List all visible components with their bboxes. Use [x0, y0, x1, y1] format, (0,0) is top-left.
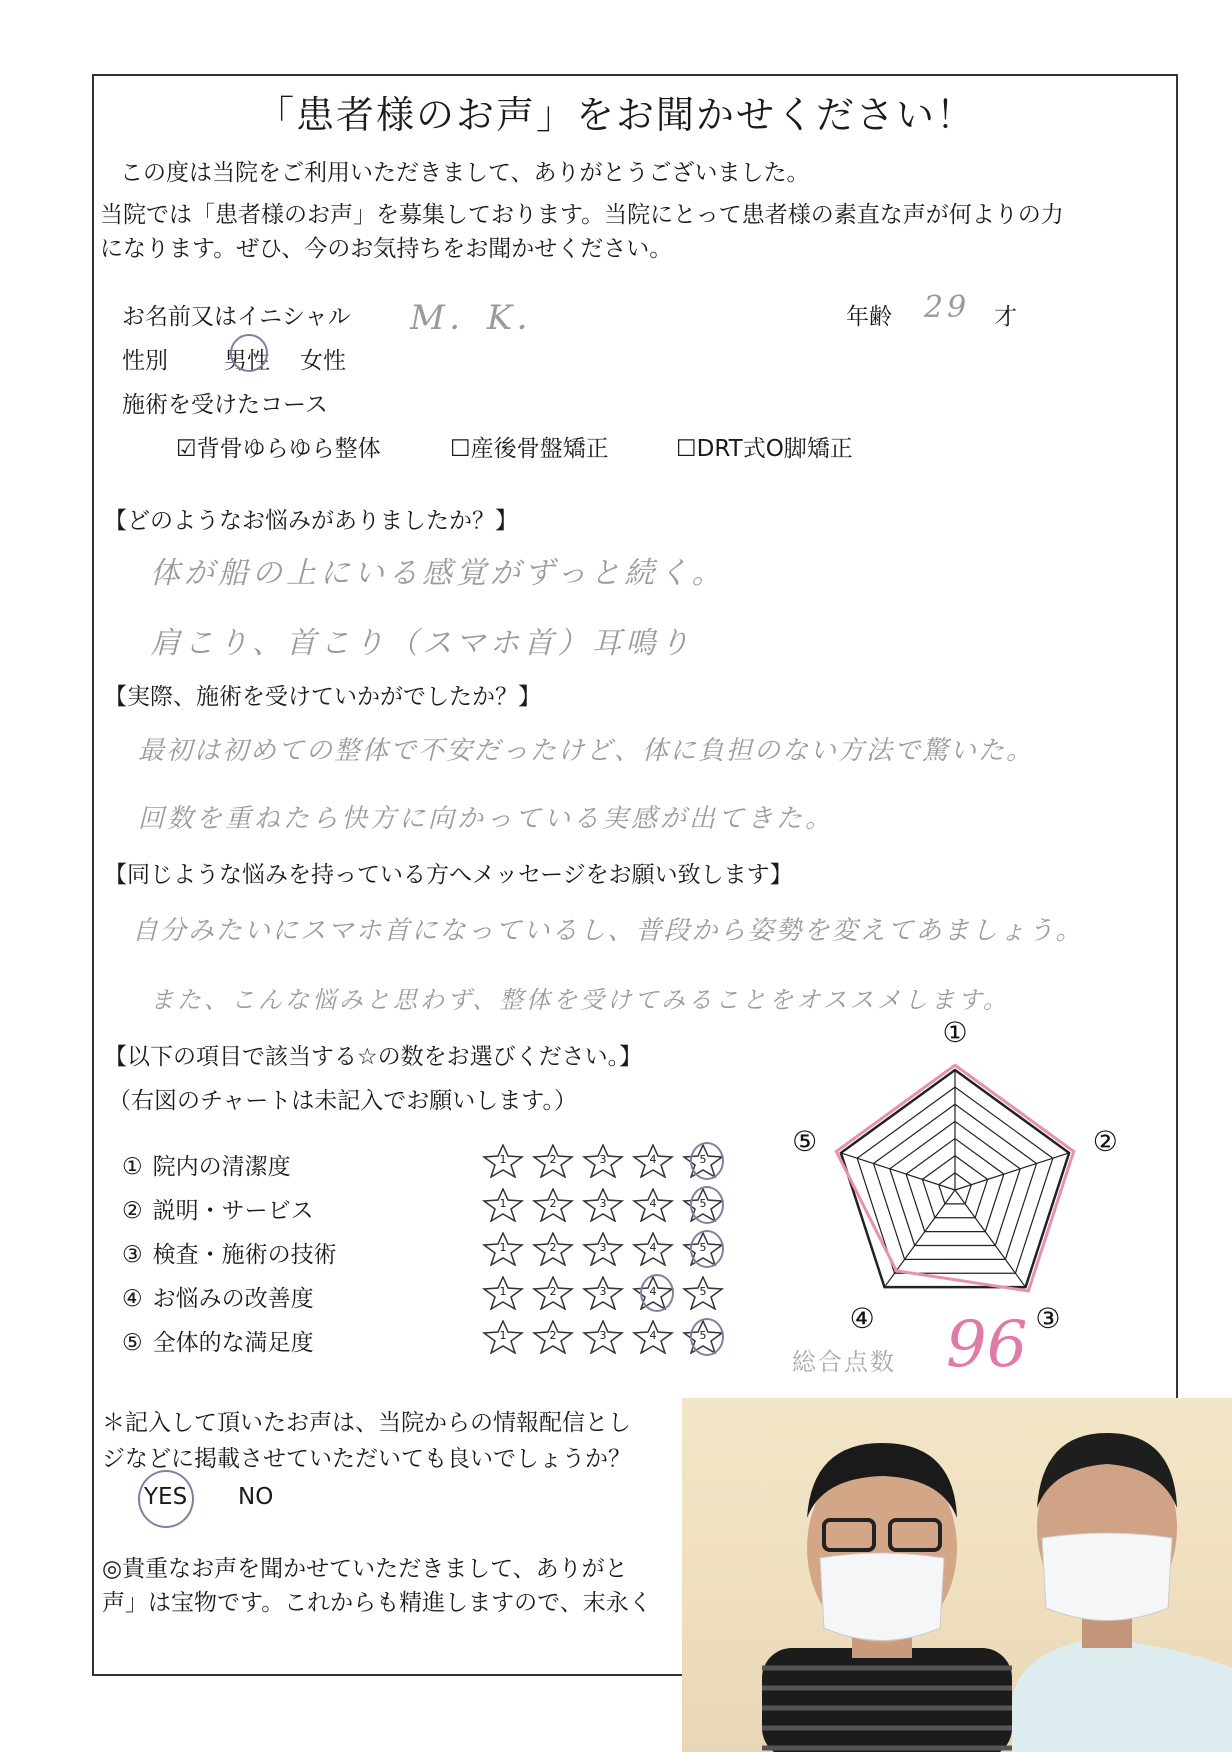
- q1-answer-line-2[interactable]: 肩こり、首こり（スマホ首）耳鳴り: [150, 626, 694, 661]
- star-icon[interactable]: 5: [682, 1188, 724, 1222]
- name-label: お名前又はイニシャル: [122, 304, 351, 330]
- rating-note: （右図のチャートは未記入でお願いします。）: [108, 1088, 577, 1114]
- gender-male-option[interactable]: 男性: [224, 348, 270, 374]
- total-score-value: 96: [946, 1308, 1028, 1382]
- star-icon[interactable]: 1: [482, 1232, 524, 1266]
- intro-line-3: になります。ぜひ、今のお気持ちをお聞かせください。: [100, 236, 673, 262]
- rating-item-label: ① 院内の清潔度: [122, 1154, 291, 1180]
- radar-axis-line: [955, 1153, 1069, 1190]
- star-selected-circle: [690, 1230, 724, 1268]
- rating-item-label: ③ 検査・施術の技術: [122, 1242, 337, 1268]
- therapist-figure: [1012, 1433, 1232, 1752]
- star-icon[interactable]: 2: [532, 1276, 574, 1310]
- total-score-label: 総合点数: [792, 1348, 896, 1376]
- star-icon[interactable]: 5: [682, 1276, 724, 1310]
- star-icon[interactable]: 4: [632, 1232, 674, 1266]
- star-icon[interactable]: 3: [582, 1232, 624, 1266]
- rating-item-label: ② 説明・サービス: [122, 1198, 314, 1224]
- star-rating-row: [482, 1188, 724, 1222]
- star-rating-row: [482, 1320, 724, 1354]
- star-icon[interactable]: 2: [532, 1188, 574, 1222]
- patient-photo: [682, 1398, 1232, 1752]
- q2-answer-line-2[interactable]: 回数を重ねたら快方に向かっている実感が出てきた。: [138, 804, 835, 834]
- star-icon[interactable]: 4: [632, 1276, 674, 1310]
- radar-axis-label: ④: [849, 1301, 875, 1330]
- star-icon[interactable]: 4: [632, 1144, 674, 1178]
- rating-item-label: ④ お悩みの改善度: [122, 1286, 314, 1312]
- radar-axis-line: [884, 1190, 955, 1287]
- course-checkbox[interactable]: ☐: [450, 436, 471, 462]
- consent-no-option[interactable]: NO: [238, 1484, 274, 1510]
- star-icon[interactable]: 1: [482, 1188, 524, 1222]
- q2-heading: 【実際、施術を受けていかがでしたか？】: [104, 684, 541, 710]
- star-icon[interactable]: 1: [482, 1276, 524, 1310]
- consent-yes-option[interactable]: YES: [144, 1484, 188, 1510]
- course-option-3[interactable]: ☐DRT式O脚矯正: [676, 436, 853, 462]
- closing-line-1: ◎貴重なお声を聞かせていただきまして、ありがと: [102, 1556, 628, 1582]
- star-icon[interactable]: 2: [532, 1320, 574, 1354]
- star-selected-circle: [690, 1318, 724, 1356]
- radar-axis-line: [841, 1153, 955, 1190]
- q1-heading: 【どのようなお悩みがありましたか？】: [104, 508, 518, 534]
- star-rating-row: [482, 1232, 724, 1266]
- star-icon[interactable]: 3: [582, 1144, 624, 1178]
- gender-female-option[interactable]: 女性: [300, 348, 346, 374]
- star-icon[interactable]: 2: [532, 1232, 574, 1266]
- q3-answer-line-2[interactable]: また、こんな悩みと思わず、整体を受けてみることをオススメします。: [150, 986, 1010, 1014]
- gender-label: 性別: [122, 348, 168, 374]
- radar-axis-line: [955, 1190, 1026, 1287]
- star-rating-row: [482, 1144, 724, 1178]
- form-title: 「患者様のお声」をお聞かせください！: [255, 93, 976, 137]
- star-icon[interactable]: 4: [632, 1188, 674, 1222]
- course-option-1[interactable]: ☑背骨ゆらゆら整体: [176, 436, 381, 462]
- star-icon[interactable]: 5: [682, 1232, 724, 1266]
- age-label: 年齢: [846, 304, 892, 330]
- patient-figure: [762, 1443, 1012, 1752]
- star-icon[interactable]: 4: [632, 1320, 674, 1354]
- star-icon[interactable]: 5: [682, 1144, 724, 1178]
- name-value[interactable]: M．K．: [410, 298, 555, 338]
- star-icon[interactable]: 3: [582, 1320, 624, 1354]
- radar-chart: [780, 1010, 1140, 1330]
- radar-axis-label: ③: [1035, 1301, 1061, 1330]
- q1-answer-line-1[interactable]: 体が船の上にいる感覚がずっと続く。: [150, 556, 726, 591]
- star-icon[interactable]: 1: [482, 1144, 524, 1178]
- star-selected-circle: [640, 1274, 674, 1312]
- q3-answer-line-1[interactable]: 自分みたいにスマホ首になっているし、普段から姿勢を変えてあましょう。: [132, 916, 1084, 946]
- q3-heading: 【同じような悩みを持っている方へメッセージをお願い致します】: [104, 862, 793, 888]
- gender-selected-circle: [230, 334, 268, 372]
- rating-heading: 【以下の項目で該当する☆の数をお選びください。】: [104, 1044, 643, 1070]
- star-icon[interactable]: 5: [682, 1320, 724, 1354]
- course-option-2[interactable]: ☐産後骨盤矯正: [450, 436, 609, 462]
- star-icon[interactable]: 3: [582, 1276, 624, 1310]
- radar-axis-label: ⑤: [792, 1125, 818, 1159]
- age-value[interactable]: 29: [924, 290, 971, 325]
- q2-answer-line-1[interactable]: 最初は初めての整体で不安だったけど、体に負担のない方法で驚いた。: [138, 736, 1035, 766]
- star-icon[interactable]: 1: [482, 1320, 524, 1354]
- consent-line-1: ＊記入して頂いたお声は、当院からの情報配信とし: [102, 1410, 631, 1436]
- intro-line-1: この度は当院をご利用いただきまして、ありがとうございました。: [120, 160, 810, 186]
- course-checkbox[interactable]: ☐: [676, 436, 697, 462]
- radar-axis-label: ①: [942, 1016, 968, 1049]
- star-icon[interactable]: 3: [582, 1188, 624, 1222]
- star-rating-row: [482, 1276, 724, 1310]
- consent-line-2: ジなどに掲載させていただいても良いでしょうか？: [102, 1446, 631, 1472]
- rating-item-label: ⑤ 全体的な満足度: [122, 1330, 314, 1356]
- star-icon[interactable]: 2: [532, 1144, 574, 1178]
- age-unit: 才: [994, 304, 1017, 330]
- star-selected-circle: [690, 1142, 724, 1180]
- closing-line-2: 声」は宝物です。これからも精進しますので、末永く: [102, 1590, 652, 1616]
- course-label: 施術を受けたコース: [122, 392, 328, 418]
- radar-axis-label: ②: [1092, 1125, 1118, 1159]
- intro-line-2: 当院では「患者様のお声」を募集しております。当院にとって患者様の素直な声が何よりの力: [100, 202, 1064, 228]
- consent-selected-circle: [138, 1470, 194, 1528]
- star-selected-circle: [690, 1186, 724, 1224]
- course-checkbox-checked[interactable]: ☑: [176, 436, 197, 462]
